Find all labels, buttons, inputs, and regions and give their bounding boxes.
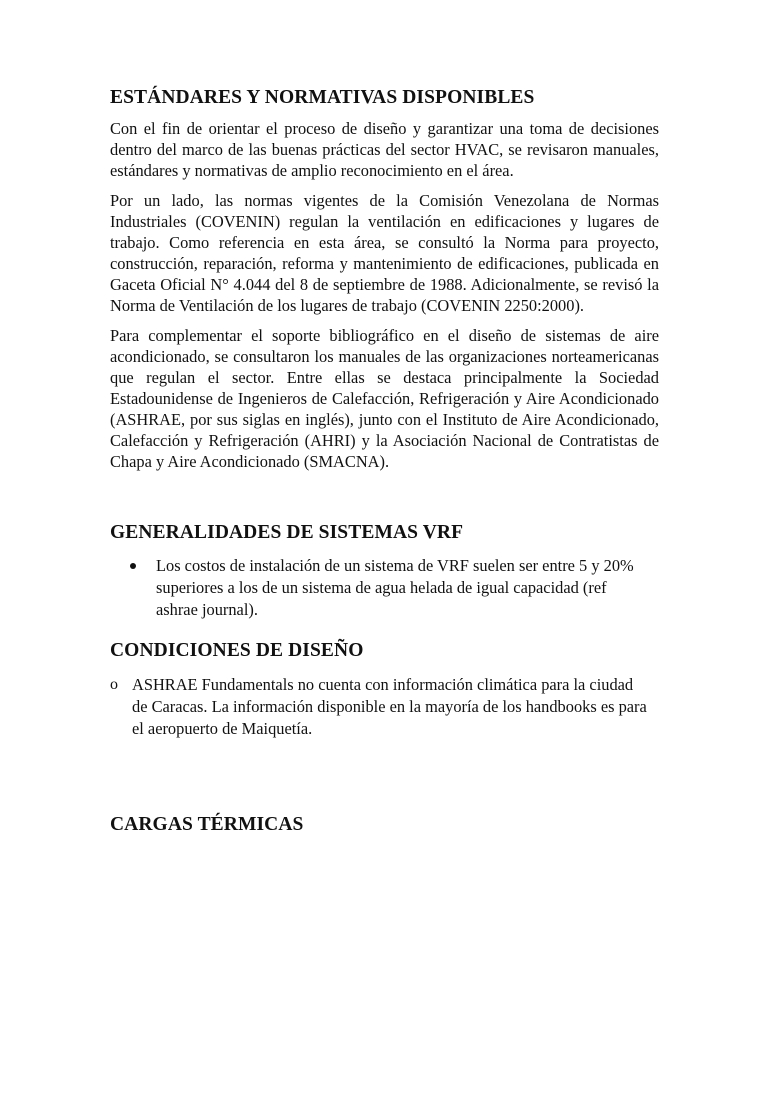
section-heading-cargas: CARGAS TÉRMICAS [110,814,304,835]
paragraph-covenin: Por un lado, las normas vigentes de la Comisión Venezolana de Normas Industriales (COVENIN) regulan la ventilación en edificaciones y lugares de trabajo. Como referencia en esta área, se consultó la Norma para proyecto, construcción, reparación, reforma y mantenimiento de edificaciones, publicada en Gaceta Oficial N° 4.044 del 8 de septiembre de 1988. Adicionalmente, se revisó la Norma de Ventilación de los lugares de trabajo (COVENIN 2250:2000). [110,191,659,315]
paragraph-intro: Con el fin de orientar el proceso de diseño y garantizar una toma de decisiones dentro del marco de las buenas prácticas del sector HVAC, se revisaron manuales, estándares y normativas de amplio reconocimiento en el área. [110,119,659,180]
bullet-dot-icon [130,563,136,569]
list-item [110,555,659,621]
list-item [110,674,659,740]
section-heading-generalidades: GENERALIDADES DE SISTEMAS VRF [110,522,464,543]
section-heading-estandares: ESTÁNDARES Y NORMATIVAS DISPONIBLES [110,87,535,108]
document-page [0,86,768,1110]
paragraph-bibliografia: Para complementar el soporte bibliográfico en el diseño de sistemas de aire acondicionado, se consultaron los manuales de las organizaciones norteamericanas que regulan el sector. Entre ellas se destaca principalmente la Sociedad Estadounidense de Ingenieros de Calefacción, Refrigeración y Aire Acondicionado (ASHRAE, por sus siglas en inglés), junto con el Instituto de Aire Acondicionado, Calefacción y Refrigeración (AHRI) y la Asociación Nacional de Contratistas de Chapa y Aire Acondicionado (SMACNA). [110,326,659,471]
list-item-text: Los costos de instalación de un sistema de VRF suelen ser entre 5 y 20% superiores a los de un sistema de agua helada de igual capacidad (ref ashrae journal). [156,556,634,619]
bullet-circle-icon: o [110,676,118,693]
bullet-list-generalidades [110,555,659,621]
section-heading-condiciones: CONDICIONES DE DISEÑO [110,640,364,661]
list-item-text: ASHRAE Fundamentals no cuenta con información climática para la ciudad de Caracas. La información disponible en la mayoría de los handbooks es para el aeropuerto de Maiquetía. [132,675,647,738]
bullet-list-condiciones [110,674,659,740]
